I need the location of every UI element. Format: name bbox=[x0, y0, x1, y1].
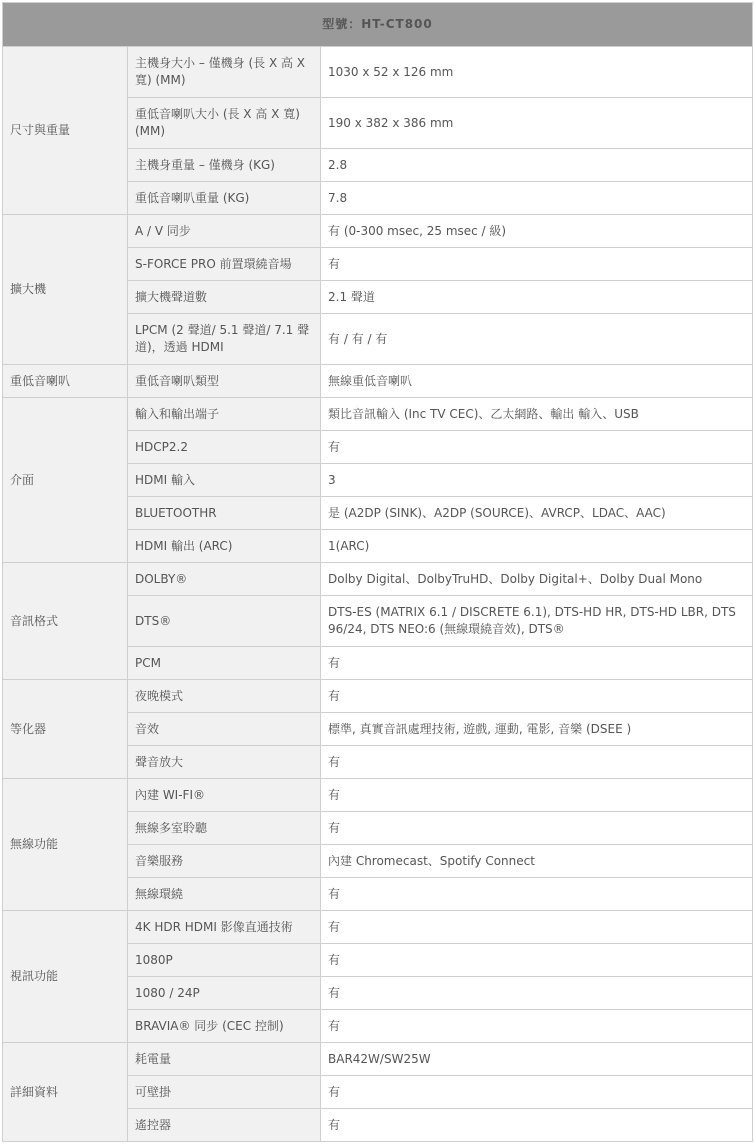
spec-label: 內建 WI-FI® bbox=[128, 779, 321, 812]
spec-value: 3 bbox=[321, 464, 753, 497]
spec-value: 有 bbox=[321, 878, 753, 911]
spec-value: 有 (0-300 msec, 25 msec / 級) bbox=[321, 215, 753, 248]
spec-value: 有 bbox=[321, 680, 753, 713]
spec-label: BLUETOOTHR bbox=[128, 497, 321, 530]
spec-value: 有 bbox=[321, 944, 753, 977]
spec-row bbox=[3, 365, 753, 398]
category-label: 尺寸與重量 bbox=[3, 47, 128, 215]
spec-label: DOLBY® bbox=[128, 563, 321, 596]
spec-value: 有 bbox=[321, 746, 753, 779]
category-label: 等化器 bbox=[3, 680, 128, 779]
spec-value: 有 bbox=[321, 1109, 753, 1142]
spec-value: 標準, 真實音訊處理技術, 遊戲, 運動, 電影, 音樂 (DSEE ) bbox=[321, 713, 753, 746]
category-label: 音訊格式 bbox=[3, 563, 128, 680]
spec-label: 1080 / 24P bbox=[128, 977, 321, 1010]
spec-value: 2.1 聲道 bbox=[321, 281, 753, 314]
spec-label: 主機身大小 – 僅機身 (長 X 高 X 寬) (MM) bbox=[128, 47, 321, 98]
spec-value: 無線重低音喇叭 bbox=[321, 365, 753, 398]
category-label: 視訊功能 bbox=[3, 911, 128, 1043]
spec-label: HDCP2.2 bbox=[128, 431, 321, 464]
spec-value: Dolby Digital、DolbyTruHD、Dolby Digital+、Dolby Dual Mono bbox=[321, 563, 753, 596]
spec-label: 重低音喇叭大小 (長 X 高 X 寬) (MM) bbox=[128, 98, 321, 149]
spec-value: 是 (A2DP (SINK)、A2DP (SOURCE)、AVRCP、LDAC、AAC) bbox=[321, 497, 753, 530]
spec-value: 有 bbox=[321, 647, 753, 680]
spec-value: 2.8 bbox=[321, 149, 753, 182]
spec-value: 有 bbox=[321, 977, 753, 1010]
spec-row bbox=[3, 680, 753, 713]
spec-value: 7.8 bbox=[321, 182, 753, 215]
spec-label: HDMI 輸出 (ARC) bbox=[128, 530, 321, 563]
spec-row bbox=[3, 398, 753, 431]
spec-label: BRAVIA® 同步 (CEC 控制) bbox=[128, 1010, 321, 1043]
spec-value: 有 bbox=[321, 779, 753, 812]
spec-value: 有 / 有 / 有 bbox=[321, 314, 753, 365]
spec-label: 主機身重量 – 僅機身 (KG) bbox=[128, 149, 321, 182]
spec-label: LPCM (2 聲道/ 5.1 聲道/ 7.1 聲道)，透過 HDMI bbox=[128, 314, 321, 365]
spec-value: 有 bbox=[321, 431, 753, 464]
spec-row bbox=[3, 1043, 753, 1076]
spec-value: 1030 x 52 x 126 mm bbox=[321, 47, 753, 98]
spec-label: 重低音喇叭類型 bbox=[128, 365, 321, 398]
spec-label: A / V 同步 bbox=[128, 215, 321, 248]
category-label: 介面 bbox=[3, 398, 128, 563]
spec-value: DTS-ES (MATRIX 6.1 / DISCRETE 6.1), DTS-HD HR, DTS-HD LBR, DTS 96/24, DTS NEO:6 (無線環繞音效), DTS® bbox=[321, 596, 753, 647]
spec-value: 有 bbox=[321, 1076, 753, 1109]
spec-value: 190 x 382 x 386 mm bbox=[321, 98, 753, 149]
spec-value: 有 bbox=[321, 1010, 753, 1043]
category-label: 詳細資料 bbox=[3, 1043, 128, 1142]
category-label: 重低音喇叭 bbox=[3, 365, 128, 398]
spec-row bbox=[3, 215, 753, 248]
spec-table bbox=[2, 2, 753, 1142]
spec-value: 內建 Chromecast、Spotify Connect bbox=[321, 845, 753, 878]
spec-value: BAR42W/SW25W bbox=[321, 1043, 753, 1076]
spec-label: S-FORCE PRO 前置環繞音場 bbox=[128, 248, 321, 281]
spec-label: HDMI 輸入 bbox=[128, 464, 321, 497]
spec-value: 有 bbox=[321, 911, 753, 944]
spec-label: 音樂服務 bbox=[128, 845, 321, 878]
category-label: 擴大機 bbox=[3, 215, 128, 365]
spec-label: 遙控器 bbox=[128, 1109, 321, 1142]
spec-label: 夜晚模式 bbox=[128, 680, 321, 713]
spec-label: 耗電量 bbox=[128, 1043, 321, 1076]
spec-label: 重低音喇叭重量 (KG) bbox=[128, 182, 321, 215]
spec-label: 可壁掛 bbox=[128, 1076, 321, 1109]
spec-row bbox=[3, 779, 753, 812]
spec-label: 無線多室聆聽 bbox=[128, 812, 321, 845]
model-title: 型號：HT-CT800 bbox=[3, 3, 753, 47]
spec-value: 類比音訊輸入 (Inc TV CEC)、乙太網路、輸出 輸入、USB bbox=[321, 398, 753, 431]
spec-label: 擴大機聲道數 bbox=[128, 281, 321, 314]
spec-value: 有 bbox=[321, 248, 753, 281]
category-label: 無線功能 bbox=[3, 779, 128, 911]
spec-row bbox=[3, 47, 753, 98]
spec-label: 4K HDR HDMI 影像直通技術 bbox=[128, 911, 321, 944]
spec-label: 音效 bbox=[128, 713, 321, 746]
spec-label: 1080P bbox=[128, 944, 321, 977]
spec-value: 有 bbox=[321, 812, 753, 845]
spec-label: PCM bbox=[128, 647, 321, 680]
spec-label: 聲音放大 bbox=[128, 746, 321, 779]
spec-label: 無線環繞 bbox=[128, 878, 321, 911]
spec-value: 1(ARC) bbox=[321, 530, 753, 563]
spec-row bbox=[3, 911, 753, 944]
spec-label: 輸入和輸出端子 bbox=[128, 398, 321, 431]
spec-table-container bbox=[2, 2, 752, 1142]
spec-row bbox=[3, 563, 753, 596]
spec-label: DTS® bbox=[128, 596, 321, 647]
